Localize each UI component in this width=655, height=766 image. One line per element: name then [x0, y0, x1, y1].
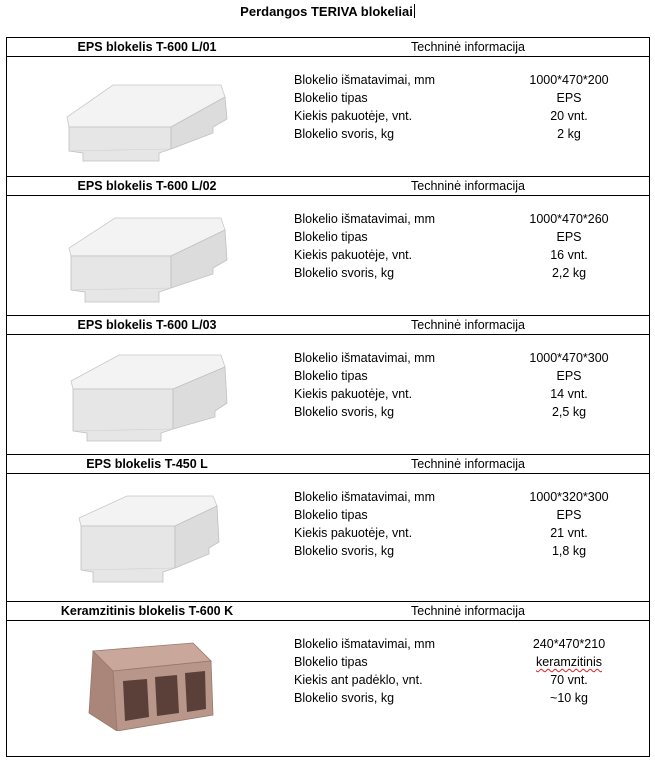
spec-row: [294, 506, 644, 524]
info-header: Techninė informacija: [411, 40, 525, 54]
spec-label: Kiekis pakuotėje, vnt.: [294, 526, 413, 540]
spec-row: [294, 349, 644, 367]
spec-list: [294, 210, 644, 282]
spec-label: Blokelio tipas: [294, 369, 368, 383]
spec-row: [294, 635, 644, 653]
block-name: EPS blokelis T-600 L/02: [77, 179, 217, 193]
block-header-row: [7, 316, 649, 335]
block-body-row: [7, 621, 649, 756]
block-name: EPS blokelis T-450 L: [86, 457, 208, 471]
spec-row: [294, 653, 644, 671]
spec-list: [294, 349, 644, 421]
spec-row: [294, 246, 644, 264]
spec-row: [294, 385, 644, 403]
spec-value: 1000*470*200: [529, 73, 609, 87]
spec-value: 1000*470*300: [529, 351, 609, 365]
spec-value: [494, 653, 644, 671]
spec-row: [294, 228, 644, 246]
clay-block-image: [63, 631, 233, 731]
info-header: Techninė informacija: [411, 179, 525, 193]
spec-label: Blokelio tipas: [294, 91, 368, 105]
spec-row: [294, 264, 644, 282]
spec-value: 240*470*210: [532, 637, 606, 651]
block-section-5: [6, 602, 650, 757]
info-header: Techninė informacija: [411, 457, 525, 471]
block-name: Keramzitinis blokelis T-600 K: [60, 604, 234, 618]
spec-label: Blokelio svoris, kg: [294, 691, 395, 705]
spec-value: 16 vnt.: [550, 248, 588, 262]
spec-value: EPS: [556, 91, 582, 105]
document-title: [0, 4, 655, 20]
spec-row: [294, 542, 644, 560]
blocks-table: [6, 37, 650, 757]
spec-value: 1,8 kg: [551, 544, 587, 558]
block-section-1: [6, 37, 650, 177]
eps-block-image: [63, 206, 233, 306]
spec-value: EPS: [556, 230, 582, 244]
spec-value: 1000*470*260: [529, 212, 609, 226]
spec-value: 1000*320*300: [529, 490, 609, 504]
spec-label: Kiekis pakuotėje, vnt.: [294, 248, 413, 262]
spec-value: 20 vnt.: [550, 109, 588, 123]
spec-label: Blokelio išmatavimai, mm: [294, 73, 436, 87]
document-title-text: Perdangos TERIVA blokeliai: [240, 4, 413, 19]
block-name: EPS blokelis T-600 L/01: [77, 40, 217, 54]
spec-label: Blokelio tipas: [294, 655, 368, 669]
info-header: Techninė informacija: [411, 604, 525, 618]
block-section-4: [6, 455, 650, 602]
block-header-row: [7, 602, 649, 621]
info-header: Techninė informacija: [411, 318, 525, 332]
block-section-3: [6, 316, 650, 455]
spec-label: Blokelio tipas: [294, 230, 368, 244]
eps-block-image: [63, 345, 233, 445]
spec-row: [294, 689, 644, 707]
spec-label: Blokelio svoris, kg: [294, 266, 395, 280]
spec-value: 2,2 kg: [551, 266, 587, 280]
spec-row: [294, 524, 644, 542]
spec-label: Kiekis ant padėklo, vnt.: [294, 673, 423, 687]
spec-row: [294, 488, 644, 506]
block-header-row: [7, 455, 649, 474]
block-body-row: [7, 196, 649, 315]
block-body-row: [7, 474, 649, 601]
block-body-row: [7, 57, 649, 176]
block-section-2: [6, 177, 650, 316]
spec-label: Blokelio tipas: [294, 508, 368, 522]
spec-row: [294, 671, 644, 689]
eps-block-image: [63, 67, 233, 167]
spec-value: EPS: [556, 508, 582, 522]
spec-value: ~10 kg: [550, 691, 588, 705]
spec-list: [294, 488, 644, 560]
spec-value: 14 vnt.: [550, 387, 588, 401]
spellcheck-underline[interactable]: keramzitinis: [536, 655, 602, 669]
spec-value: 2 kg: [557, 127, 581, 141]
eps-block-image: [63, 484, 233, 584]
spec-value: 21 vnt.: [550, 526, 588, 540]
spec-row: [294, 125, 644, 143]
spec-value: 70 vnt.: [550, 673, 588, 687]
spec-row: [294, 367, 644, 385]
spec-list: [294, 635, 644, 707]
spec-label: Kiekis pakuotėje, vnt.: [294, 109, 413, 123]
spec-label: Blokelio išmatavimai, mm: [294, 212, 436, 226]
spec-value: 2,5 kg: [551, 405, 587, 419]
spec-list: [294, 71, 644, 143]
block-name: EPS blokelis T-600 L/03: [77, 318, 217, 332]
spec-row: [294, 403, 644, 421]
spec-label: Kiekis pakuotėje, vnt.: [294, 387, 413, 401]
spec-label: Blokelio svoris, kg: [294, 127, 395, 141]
spec-label: Blokelio išmatavimai, mm: [294, 637, 436, 651]
spec-row: [294, 210, 644, 228]
spec-label: Blokelio išmatavimai, mm: [294, 490, 436, 504]
block-header-row: [7, 177, 649, 196]
spec-label: Blokelio svoris, kg: [294, 544, 395, 558]
text-cursor: [414, 4, 415, 18]
block-header-row: [7, 38, 649, 57]
spec-row: [294, 89, 644, 107]
spec-value: EPS: [556, 369, 582, 383]
block-body-row: [7, 335, 649, 454]
spec-label: Blokelio išmatavimai, mm: [294, 351, 436, 365]
spec-row: [294, 71, 644, 89]
spec-label: Blokelio svoris, kg: [294, 405, 395, 419]
spec-row: [294, 107, 644, 125]
